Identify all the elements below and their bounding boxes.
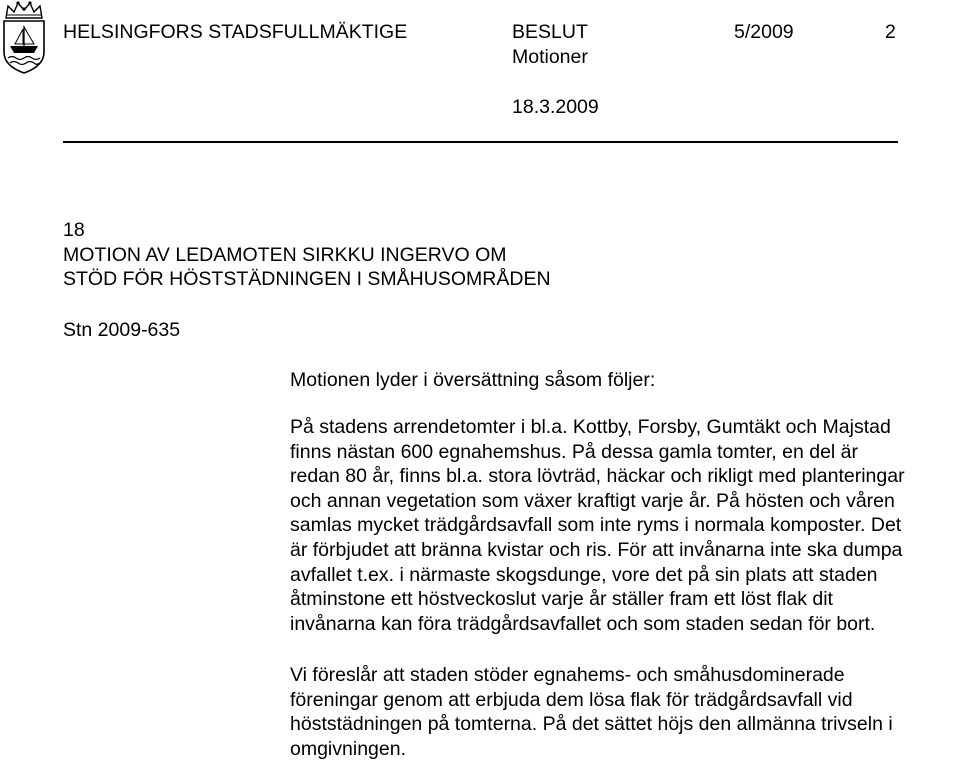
paragraph-line: omgivningen. [290, 737, 406, 760]
item-number: 18 [63, 219, 85, 241]
paragraph-line: är förbjudet att bränna kvistar och ris. För att invånarna inte ska dumpa [290, 538, 903, 561]
header-section: Motioner [512, 46, 588, 68]
paragraph-line: På stadens arrendetomter i bl.a. Kottby, Forsby, Gumtäkt och Majstad [290, 416, 891, 438]
paragraph-line: invånarna kan föra trädgårdsavfallet och som staden sedan för bort. [290, 612, 876, 635]
city-coat-of-arms-icon [0, 0, 48, 76]
item-reference: Stn 2009-635 [63, 319, 181, 341]
item-title-line1: MOTION AV LEDAMOTEN SIRKKU INGERVO OM [63, 244, 507, 266]
header-date: 18.3.2009 [512, 96, 599, 118]
item-title-line2: STÖD FÖR HÖSTSTÄDNINGEN I SMÅHUSOMRÅDEN [63, 268, 551, 290]
paragraph-line: redan 80 år, finns bl.a. stora lövträd, häckar och rikligt med planteringar [290, 465, 905, 488]
paragraph-line: och annan vegetation som växer kraftigt varje år. På hösten och våren [290, 489, 895, 512]
header-document-type: BESLUT [512, 21, 588, 43]
paragraph-line: avfallet t.ex. i närmaste skogsdunge, vore det på sin plats att staden [290, 563, 878, 586]
motion-paragraph-1 [290, 415, 960, 636]
paragraph-line: Vi föreslår att staden stöder egnahems- och småhusdominerade [290, 664, 845, 686]
paragraph-line: finns nästan 600 egnahemshus. På dessa gamla tomter, en del är [290, 440, 859, 463]
paragraph-line: höststädningen på tomterna. På det sättet höjs den allmänna trivseln i [290, 713, 893, 736]
motion-paragraph-2 [290, 663, 960, 761]
paragraph-line: föreningar genom att erbjuda dem lösa flak för trädgårdsavfall vid [290, 688, 853, 711]
header-page-number: 2 [885, 21, 896, 43]
header-organization: HELSINGFORS STADSFULLMÄKTIGE [63, 21, 408, 43]
header-divider [63, 141, 898, 143]
header-document-number: 5/2009 [734, 21, 794, 43]
motion-intro: Motionen lyder i översättning såsom följer: [290, 369, 656, 391]
paragraph-line: samlas mycket trädgårdsavfall som inte ryms i normala komposter. Det [290, 514, 902, 537]
paragraph-line: åtminstone ett höstveckoslut varje år ställer fram ett löst flak dit [290, 588, 833, 611]
